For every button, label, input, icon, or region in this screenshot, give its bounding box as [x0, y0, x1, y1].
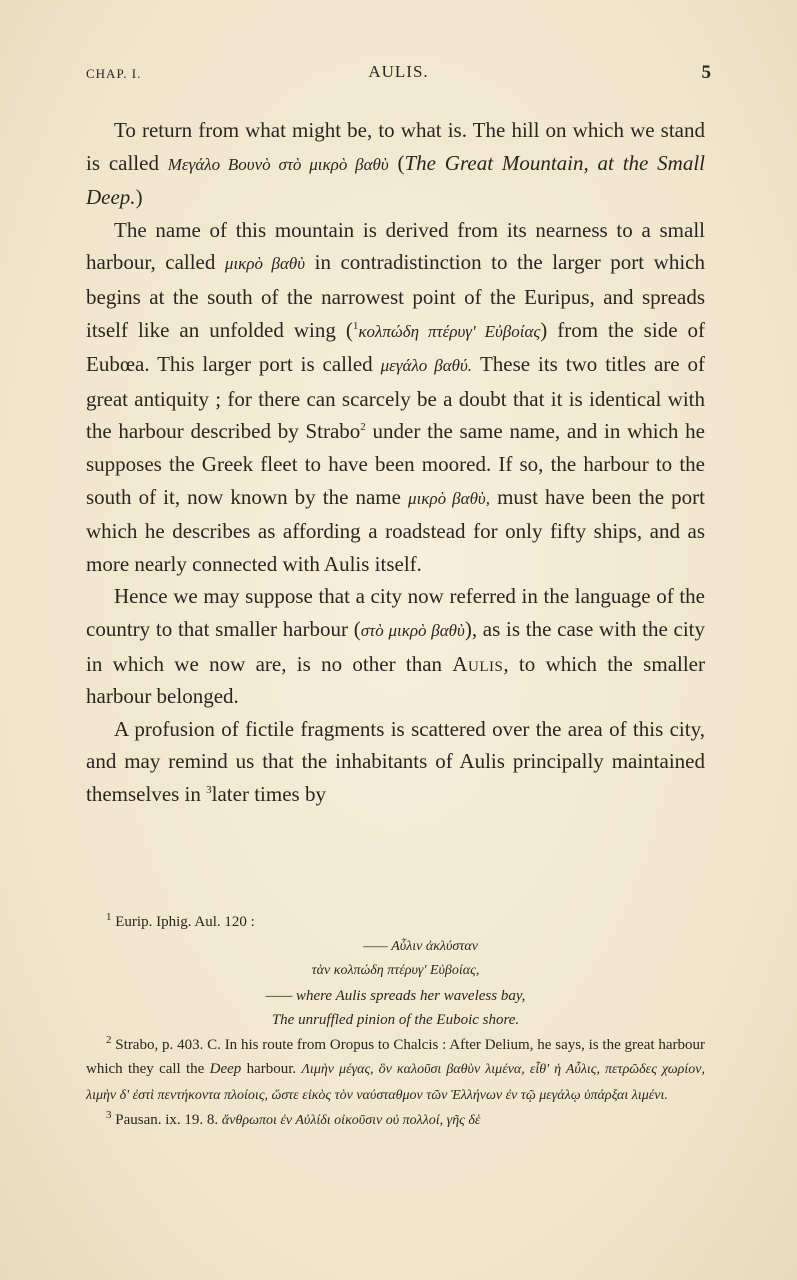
chapter-label: CHAP. I. [86, 66, 142, 81]
text-run: Hence we may suppose that a city now referred in the language of the country to that smaller harbour ( [86, 584, 705, 641]
paragraph-3 [86, 580, 705, 712]
verse-line: —— where Aulis spreads her waveless bay, [265, 987, 526, 1004]
footnote-ref: 2 [360, 421, 366, 434]
footnote-text: harbour. [241, 1061, 297, 1077]
footnotes [86, 910, 705, 1134]
verse-line: —— Αὖλιν ἀκλύσταν [363, 938, 478, 954]
paragraph-2 [86, 214, 705, 581]
verse-line: The unruffled pinion of the Euboic shore. [271, 1012, 520, 1028]
text-run: must have been the port which he describes as affording a roadstead for only fifty ships, and as more nearly connected with Aulis itself. [86, 484, 705, 576]
footnote-number: 2 [106, 1033, 112, 1046]
text-run: ) from the side of Eubœa. This larger port is called [86, 317, 705, 377]
greek-phrase: κολπώδη πτέρυγ' Εὐβοίας [358, 321, 541, 341]
footnote-number: 1 [106, 911, 112, 923]
greek-phrase: μικρὸ βαθὺ [224, 254, 306, 274]
greek-quote: ἄνθρωποι ἐν Αὐλίδι οἰκοῦσιν οὐ πολλοί, γῆς δὲ [221, 1113, 481, 1128]
footnote-ref: 3 [206, 783, 212, 796]
paragraph-4 [86, 713, 705, 811]
footnote-2 [86, 1033, 705, 1109]
footnote-text: Strabo, p. 403. C. In his route from Oropus to Chalcis : After Delium, he says, is the great harbour which they call the [86, 1036, 705, 1077]
text-run: later times by [211, 781, 326, 806]
italic-phrase: Deep [209, 1061, 242, 1077]
page-number: 5 [701, 62, 711, 83]
italic-phrase: The Great Mountain, at the Small Deep. [86, 150, 706, 210]
text-run: in contradistinction to the larger port which begins at the south of the narrowest point of the Euripus, and spreads itself like an unfolded wing ( [86, 250, 705, 342]
running-head [86, 62, 711, 86]
text-run: ) [135, 185, 143, 210]
footnote-1 [86, 910, 705, 935]
footnote-text: Pausan. ix. 19. 8. [111, 1112, 222, 1128]
text-run: These its two titles are of great antiquity ; for there can scarcely be a doubt that it is identical with the harbour described by Strabo [86, 352, 705, 444]
verse-line: τὰν κολπώδη πτέρυγ' Εὐβοίας, [311, 963, 480, 978]
text-run: ), as is the case with the city in which we now are, is no other than [86, 616, 705, 676]
text-run: A profusion of fictile fragments is scattered over the area of this city, and may remind us that the inhabitants of Aulis principally maintained themselves in [86, 716, 705, 806]
text-run: ( [388, 150, 405, 175]
greek-phrase: μεγάλο βαθύ. [380, 356, 473, 376]
greek-quote: Λιμὴν μέγας, ὃν καλοῦσι βαθὺν λιμένα, εἶθ' ἡ Αὖλις, πετρῶδες χωρίον, λιμὴν δ' ἐστὶ πεντήκοντα πλοίοις, ὥστε εἰκὸς τὸν ναύσταθμον τῶν Ἑλλήνων ἐν τῷ μεγάλῳ ὑπάρξαι λιμένι. [86, 1062, 705, 1103]
text-run: under the same name, and in which he supposes the Greek fleet to have been moored. If so, the harbour to the south of it, now known by the name [86, 419, 705, 509]
footnote-text: Eurip. Iphig. Aul. 120 : [111, 914, 255, 930]
page-heading: AULIS. [368, 62, 429, 81]
greek-phrase: Μεγάλο Βουνὸ στὸ μικρὸ βαθὺ [167, 154, 389, 174]
footnote-ref: 1 [352, 319, 359, 332]
main-text [86, 114, 705, 810]
footnote-number: 3 [106, 1109, 112, 1121]
text-run: The name of this mountain is derived from its nearness to a small harbour, called [86, 217, 705, 275]
text-run: , to which the smaller harbour belonged. [86, 651, 705, 709]
footnote-3 [86, 1108, 705, 1134]
paragraph-1 [86, 114, 705, 214]
small-caps-name: Aulis [452, 651, 504, 676]
greek-phrase: μικρὸ βαθὺ, [408, 488, 490, 508]
greek-phrase: στὸ μικρὸ βαθὺ [360, 620, 465, 640]
text-run: To return from what might be, to what is. The hill on which we stand is called [86, 118, 705, 175]
